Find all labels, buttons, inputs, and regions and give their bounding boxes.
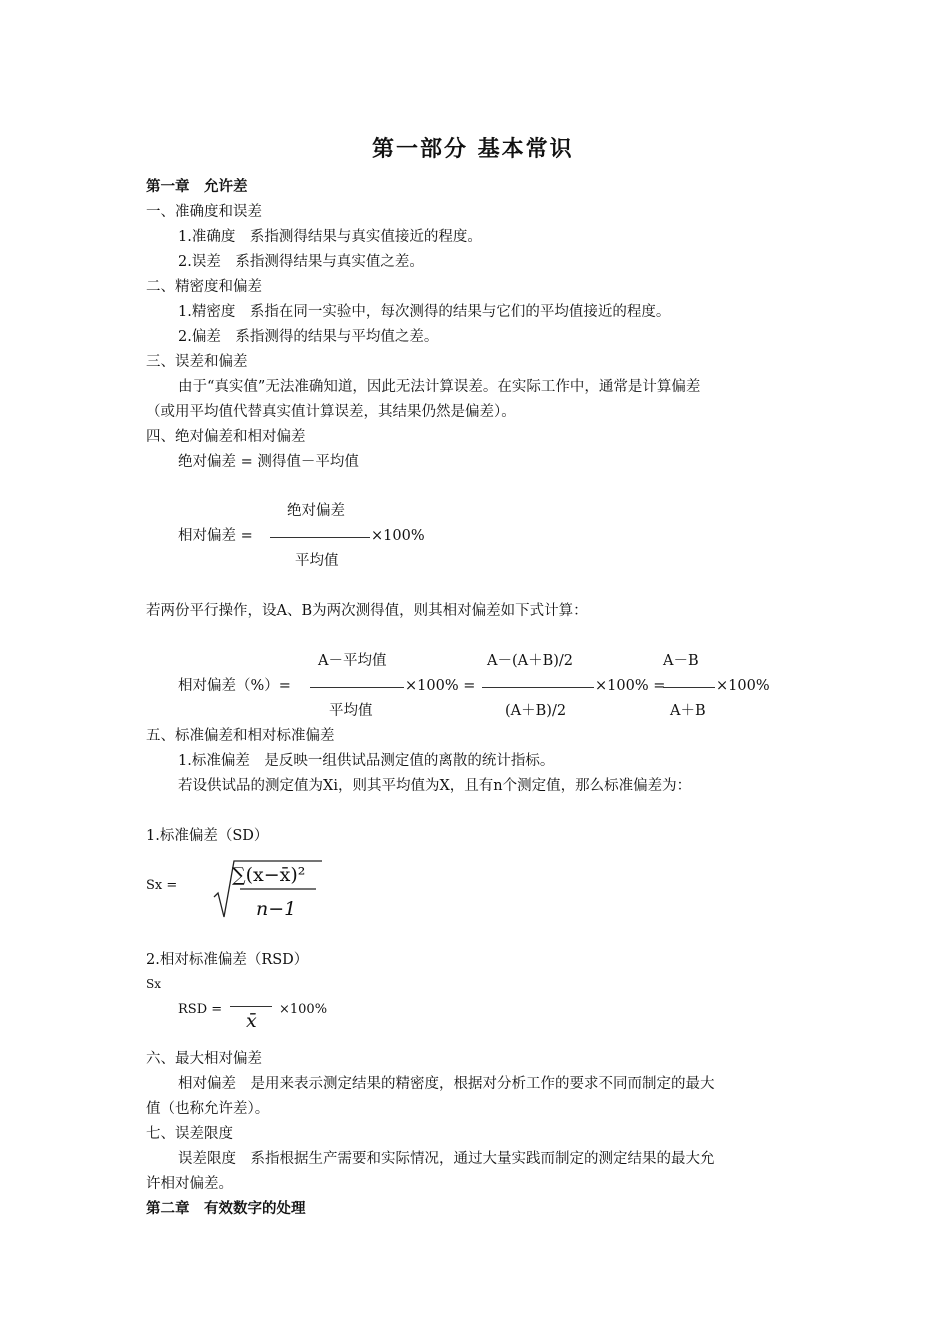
- section-3-paragraph-line-2: （或用平均值代替真实值计算误差，其结果仍然是偏差）。: [146, 404, 516, 420]
- section-6-paragraph-line-2: 值（也称允许差）。: [146, 1101, 270, 1117]
- f2-numerator-2: A－(A＋B)/2: [487, 653, 574, 669]
- rsd-label: RSD =: [178, 1002, 223, 1017]
- rsd-fraction-bar: [230, 1006, 272, 1007]
- rsd-denominator: x̄: [246, 1010, 257, 1032]
- chapter-1-heading: 第一章 允许差: [146, 178, 248, 195]
- section-7-paragraph-line-2: 许相对偏差。: [146, 1176, 233, 1192]
- rsd-numerator: Sx: [146, 977, 161, 991]
- section-6-heading: 六、最大相对偏差: [146, 1051, 262, 1067]
- absolute-deviation-formula: 绝对偏差 = 测得值－平均值: [178, 454, 359, 470]
- f2-numerator-3: A－B: [663, 653, 699, 669]
- rel-dev-fraction-bar: [270, 537, 370, 538]
- chapter-2-heading: 第二章 有效数字的处理: [146, 1200, 306, 1217]
- section-1-item-2: 2.误差 系指测得结果与真实值之差。: [178, 254, 424, 270]
- f2-numerator-1: A－平均值: [318, 653, 387, 669]
- section-1-item-1: 1.准确度 系指测得结果与真实值接近的程度。: [178, 229, 482, 245]
- section-7-paragraph-line-1: 误差限度 系指根据生产需要和实际情况，通过大量实践而制定的测定结果的最大允: [178, 1151, 715, 1167]
- sd-numerator: ∑(x−x̄)²: [232, 864, 306, 886]
- section-5-item-1: 1.标准偏差 是反映一组供试品测定值的离散的统计指标。: [178, 753, 555, 769]
- f2-fraction-bar-3: [663, 687, 715, 688]
- section-5-heading: 五、标准偏差和相对标准偏差: [146, 728, 335, 744]
- section-2-item-1: 1.精密度 系指在同一实验中，每次测得的结果与它们的平均值接近的程度。: [178, 304, 671, 320]
- section-6-paragraph-line-1: 相对偏差 是用来表示测定结果的精密度，根据对分析工作的要求不同而制定的最大: [178, 1076, 715, 1092]
- section-7-heading: 七、误差限度: [146, 1126, 233, 1142]
- section-3-paragraph-line-1: 由于“真实值”无法准确知道，因此无法计算误差。在实际工作中，通常是计算偏差: [178, 379, 701, 395]
- rel-dev-denominator: 平均值: [295, 553, 339, 569]
- section-2-heading: 二、精密度和偏差: [146, 279, 262, 295]
- rel-dev-numerator: 绝对偏差: [287, 503, 345, 519]
- f2-denominator-1: 平均值: [329, 703, 373, 719]
- section-5-item-2: 若设供试品的测定值为Xi，则其平均值为X，且有n个测定值，那么标准偏差为：: [178, 778, 692, 794]
- section-4-heading: 四、绝对偏差和相对偏差: [146, 429, 306, 445]
- sx-label: Sx =: [146, 878, 178, 893]
- f2-denominator-3: A＋B: [670, 703, 706, 719]
- f2-fraction-bar-2: [482, 687, 594, 688]
- f2-denominator-2: (A＋B)/2: [505, 703, 567, 719]
- rsd-tail: ×100%: [279, 1002, 328, 1017]
- section-2-item-2: 2.偏差 系指测得的结果与平均值之差。: [178, 329, 439, 345]
- two-parallel-paragraph: 若两份平行操作，设A、B为两次测得值，则其相对偏差如下式计算：: [146, 603, 588, 619]
- rel-dev-tail: ×100%: [371, 528, 425, 544]
- sd-heading: 1.标准偏差（SD）: [146, 828, 269, 844]
- f2-fraction-bar-1: [310, 687, 404, 688]
- section-1-heading: 一、准确度和误差: [146, 204, 262, 220]
- sd-denominator: n−1: [256, 898, 297, 920]
- f2-tail-1: ×100% =: [405, 678, 476, 694]
- f2-label: 相对偏差（%）=: [178, 678, 291, 694]
- rsd-heading: 2.相对标准偏差（RSD）: [146, 952, 309, 968]
- section-3-heading: 三、误差和偏差: [146, 354, 248, 370]
- page-title: 第一部分 基本常识: [372, 136, 574, 162]
- f2-tail-2: ×100% =: [595, 678, 666, 694]
- f2-tail-3: ×100%: [716, 678, 770, 694]
- rel-dev-label: 相对偏差 =: [178, 528, 253, 544]
